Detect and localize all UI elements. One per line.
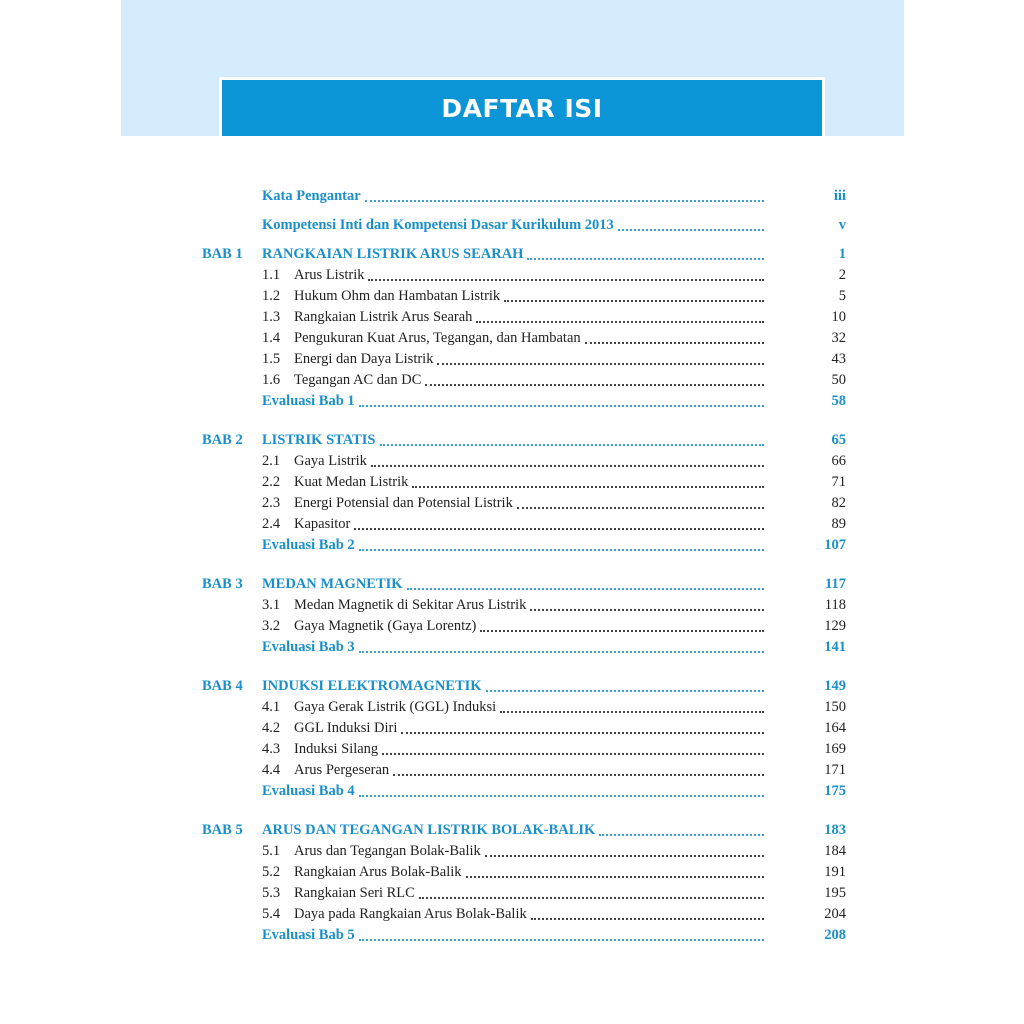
toc-entry-number: 2.4 — [262, 516, 281, 532]
toc-leader-dots — [480, 616, 764, 633]
toc-leader-dots — [371, 451, 764, 468]
toc-leader-dots — [527, 244, 764, 261]
toc-entry — [202, 213, 846, 234]
toc-entry-page-number: v — [838, 217, 846, 233]
toc-entry-title: Energi dan Daya Listrik — [294, 351, 434, 367]
toc-spacer — [202, 800, 846, 818]
toc-entry — [202, 263, 846, 284]
toc-entry-number: BAB 5 — [202, 822, 243, 838]
toc-entry-page-number: 2 — [838, 267, 846, 283]
toc-entry-number: 4.3 — [262, 741, 281, 757]
toc-entry-page-number: 149 — [824, 678, 846, 694]
toc-entry-number: 2.3 — [262, 495, 281, 511]
toc-entry-page-number: 204 — [824, 906, 846, 922]
title-bar — [219, 77, 825, 136]
toc-entry — [202, 839, 846, 860]
toc-entry-number: 4.2 — [262, 720, 281, 736]
toc-entry-number: 3.2 — [262, 618, 281, 634]
toc-entry-page-number: 118 — [824, 597, 846, 613]
toc-entry — [202, 923, 846, 944]
toc-entry-page-number: 195 — [824, 885, 846, 901]
toc-entry-title: Medan Magnetik di Sekitar Arus Listrik — [294, 597, 527, 613]
toc-entry-title: RANGKAIAN LISTRIK ARUS SEARAH — [262, 246, 524, 262]
toc-leader-dots — [407, 574, 764, 591]
toc-leader-dots — [504, 286, 764, 303]
toc-leader-dots — [382, 739, 764, 756]
toc-entry-title: Arus dan Tegangan Bolak-Balik — [294, 843, 481, 859]
toc-entry-title: Evaluasi Bab 2 — [262, 537, 355, 553]
toc-entry-number: 1.5 — [262, 351, 281, 367]
toc-entry-number: 1.6 — [262, 372, 281, 388]
toc-entry-number: 3.1 — [262, 597, 281, 613]
toc-entry-page-number: 50 — [831, 372, 846, 388]
toc-entry-number: 1.2 — [262, 288, 281, 304]
toc-entry — [202, 593, 846, 614]
toc-spacer — [202, 205, 846, 213]
toc-leader-dots — [419, 883, 764, 900]
toc-entry-title: Rangkaian Seri RLC — [294, 885, 415, 901]
toc-entry — [202, 428, 846, 449]
page-title: DAFTAR ISI — [441, 93, 603, 123]
toc-entry-number: 4.4 — [262, 762, 281, 778]
toc-entry-title: Kuat Medan Listrik — [294, 474, 409, 490]
toc-entry — [202, 533, 846, 554]
toc-entry-page-number: iii — [833, 188, 846, 204]
toc-entry — [202, 491, 846, 512]
toc-leader-dots — [517, 493, 764, 510]
toc-entry-title: Evaluasi Bab 4 — [262, 783, 355, 799]
toc-entry-page-number: 5 — [838, 288, 846, 304]
toc-entry-page-number: 171 — [824, 762, 846, 778]
toc-entry-number: 1.4 — [262, 330, 281, 346]
toc-entry-title: Rangkaian Listrik Arus Searah — [294, 309, 473, 325]
toc-entry — [202, 389, 846, 410]
toc-leader-dots — [359, 535, 764, 552]
toc-entry-number: BAB 4 — [202, 678, 243, 694]
toc-entry — [202, 674, 846, 695]
toc-leader-dots — [425, 370, 764, 387]
toc-entry — [202, 512, 846, 533]
toc-entry — [202, 881, 846, 902]
toc-entry-title: LISTRIK STATIS — [262, 432, 376, 448]
toc-entry-page-number: 71 — [831, 474, 846, 490]
toc-entry-title: Daya pada Rangkaian Arus Bolak-Balik — [294, 906, 527, 922]
toc-entry-title: GGL Induksi Diri — [294, 720, 398, 736]
toc-entry-page-number: 66 — [831, 453, 846, 469]
toc-entry-title: Kompetensi Inti dan Kompetensi Dasar Kurikulum 2013 — [262, 217, 614, 233]
toc-entry-page-number: 191 — [824, 864, 846, 880]
table-of-contents — [202, 184, 846, 944]
toc-entry-page-number: 89 — [831, 516, 846, 532]
toc-entry — [202, 758, 846, 779]
toc-leader-dots — [585, 328, 764, 345]
toc-entry-number: 2.2 — [262, 474, 281, 490]
toc-entry — [202, 347, 846, 368]
toc-entry — [202, 860, 846, 881]
toc-entry — [202, 716, 846, 737]
toc-entry — [202, 470, 846, 491]
toc-leader-dots — [485, 841, 764, 858]
toc-entry-title: Hukum Ohm dan Hambatan Listrik — [294, 288, 501, 304]
toc-leader-dots — [531, 904, 764, 921]
toc-entry-page-number: 10 — [831, 309, 846, 325]
toc-entry-title: Gaya Gerak Listrik (GGL) Induksi — [294, 699, 497, 715]
toc-entry-title: INDUKSI ELEKTROMAGNETIK — [262, 678, 482, 694]
toc-leader-dots — [486, 676, 764, 693]
toc-entry-title: Pengukuran Kuat Arus, Tegangan, dan Hambatan — [294, 330, 581, 346]
toc-entry — [202, 184, 846, 205]
toc-entry-page-number: 43 — [831, 351, 846, 367]
toc-entry-page-number: 183 — [824, 822, 846, 838]
toc-entry-title: Tegangan AC dan DC — [294, 372, 422, 388]
toc-entry-number: 5.1 — [262, 843, 281, 859]
toc-entry — [202, 326, 846, 347]
toc-entry-page-number: 184 — [824, 843, 846, 859]
toc-leader-dots — [599, 820, 764, 837]
toc-entry-number: BAB 2 — [202, 432, 243, 448]
toc-entry-number: 1.3 — [262, 309, 281, 325]
toc-entry-title: Arus Pergeseran — [294, 762, 390, 778]
toc-entry — [202, 695, 846, 716]
toc-entry-title: Arus Listrik — [294, 267, 365, 283]
toc-leader-dots — [368, 265, 764, 282]
toc-entry-title: MEDAN MAGNETIK — [262, 576, 403, 592]
toc-entry — [202, 242, 846, 263]
toc-leader-dots — [393, 760, 764, 777]
toc-entry — [202, 572, 846, 593]
toc-leader-dots — [437, 349, 764, 366]
toc-leader-dots — [618, 215, 764, 232]
toc-entry — [202, 305, 846, 326]
toc-entry — [202, 818, 846, 839]
toc-entry-number: 1.1 — [262, 267, 281, 283]
toc-entry-page-number: 1 — [838, 246, 846, 262]
toc-entry-number: BAB 3 — [202, 576, 243, 592]
toc-entry-title: Rangkaian Arus Bolak-Balik — [294, 864, 462, 880]
toc-spacer — [202, 410, 846, 428]
toc-entry-number: 4.1 — [262, 699, 281, 715]
toc-leader-dots — [359, 637, 764, 654]
toc-entry-page-number: 175 — [824, 783, 846, 799]
toc-leader-dots — [500, 697, 764, 714]
toc-leader-dots — [466, 862, 764, 879]
toc-entry-title: Energi Potensial dan Potensial Listrik — [294, 495, 513, 511]
toc-entry-title: Kapasitor — [294, 516, 351, 532]
toc-entry-number: 5.3 — [262, 885, 281, 901]
toc-entry-number: 5.4 — [262, 906, 281, 922]
toc-entry — [202, 737, 846, 758]
toc-leader-dots — [359, 925, 764, 942]
toc-entry-page-number: 82 — [831, 495, 846, 511]
toc-leader-dots — [412, 472, 764, 489]
toc-leader-dots — [476, 307, 764, 324]
toc-entry-title: Evaluasi Bab 3 — [262, 639, 355, 655]
toc-entry-title: Evaluasi Bab 1 — [262, 393, 355, 409]
toc-leader-dots — [530, 595, 764, 612]
toc-leader-dots — [359, 391, 764, 408]
toc-entry-page-number: 65 — [831, 432, 846, 448]
toc-spacer — [202, 656, 846, 674]
toc-entry-page-number: 107 — [824, 537, 846, 553]
toc-entry — [202, 614, 846, 635]
toc-entry-title: Kata Pengantar — [262, 188, 361, 204]
toc-entry-page-number: 117 — [825, 576, 846, 592]
toc-leader-dots — [359, 781, 764, 798]
toc-leader-dots — [401, 718, 764, 735]
toc-entry — [202, 779, 846, 800]
toc-entry-page-number: 129 — [824, 618, 846, 634]
toc-entry-number: BAB 1 — [202, 246, 243, 262]
toc-entry-title: Gaya Magnetik (Gaya Lorentz) — [294, 618, 477, 634]
toc-entry-page-number: 141 — [824, 639, 846, 655]
toc-entry-page-number: 150 — [824, 699, 846, 715]
toc-entry — [202, 902, 846, 923]
toc-entry — [202, 635, 846, 656]
toc-entry — [202, 368, 846, 389]
toc-entry-title: Gaya Listrik — [294, 453, 367, 469]
toc-entry — [202, 284, 846, 305]
toc-spacer — [202, 234, 846, 242]
toc-entry-page-number: 169 — [824, 741, 846, 757]
toc-entry-page-number: 208 — [824, 927, 846, 943]
toc-entry-page-number: 58 — [831, 393, 846, 409]
toc-entry-title: Induksi Silang — [294, 741, 379, 757]
toc-entry-number: 2.1 — [262, 453, 281, 469]
toc-spacer — [202, 554, 846, 572]
toc-entry — [202, 449, 846, 470]
toc-leader-dots — [365, 186, 764, 203]
toc-entry-page-number: 32 — [831, 330, 846, 346]
toc-entry-number: 5.2 — [262, 864, 281, 880]
toc-entry-page-number: 164 — [824, 720, 846, 736]
toc-leader-dots — [354, 514, 764, 531]
toc-entry-title: Evaluasi Bab 5 — [262, 927, 355, 943]
toc-leader-dots — [380, 430, 764, 447]
toc-entry-title: ARUS DAN TEGANGAN LISTRIK BOLAK-BALIK — [262, 822, 596, 838]
